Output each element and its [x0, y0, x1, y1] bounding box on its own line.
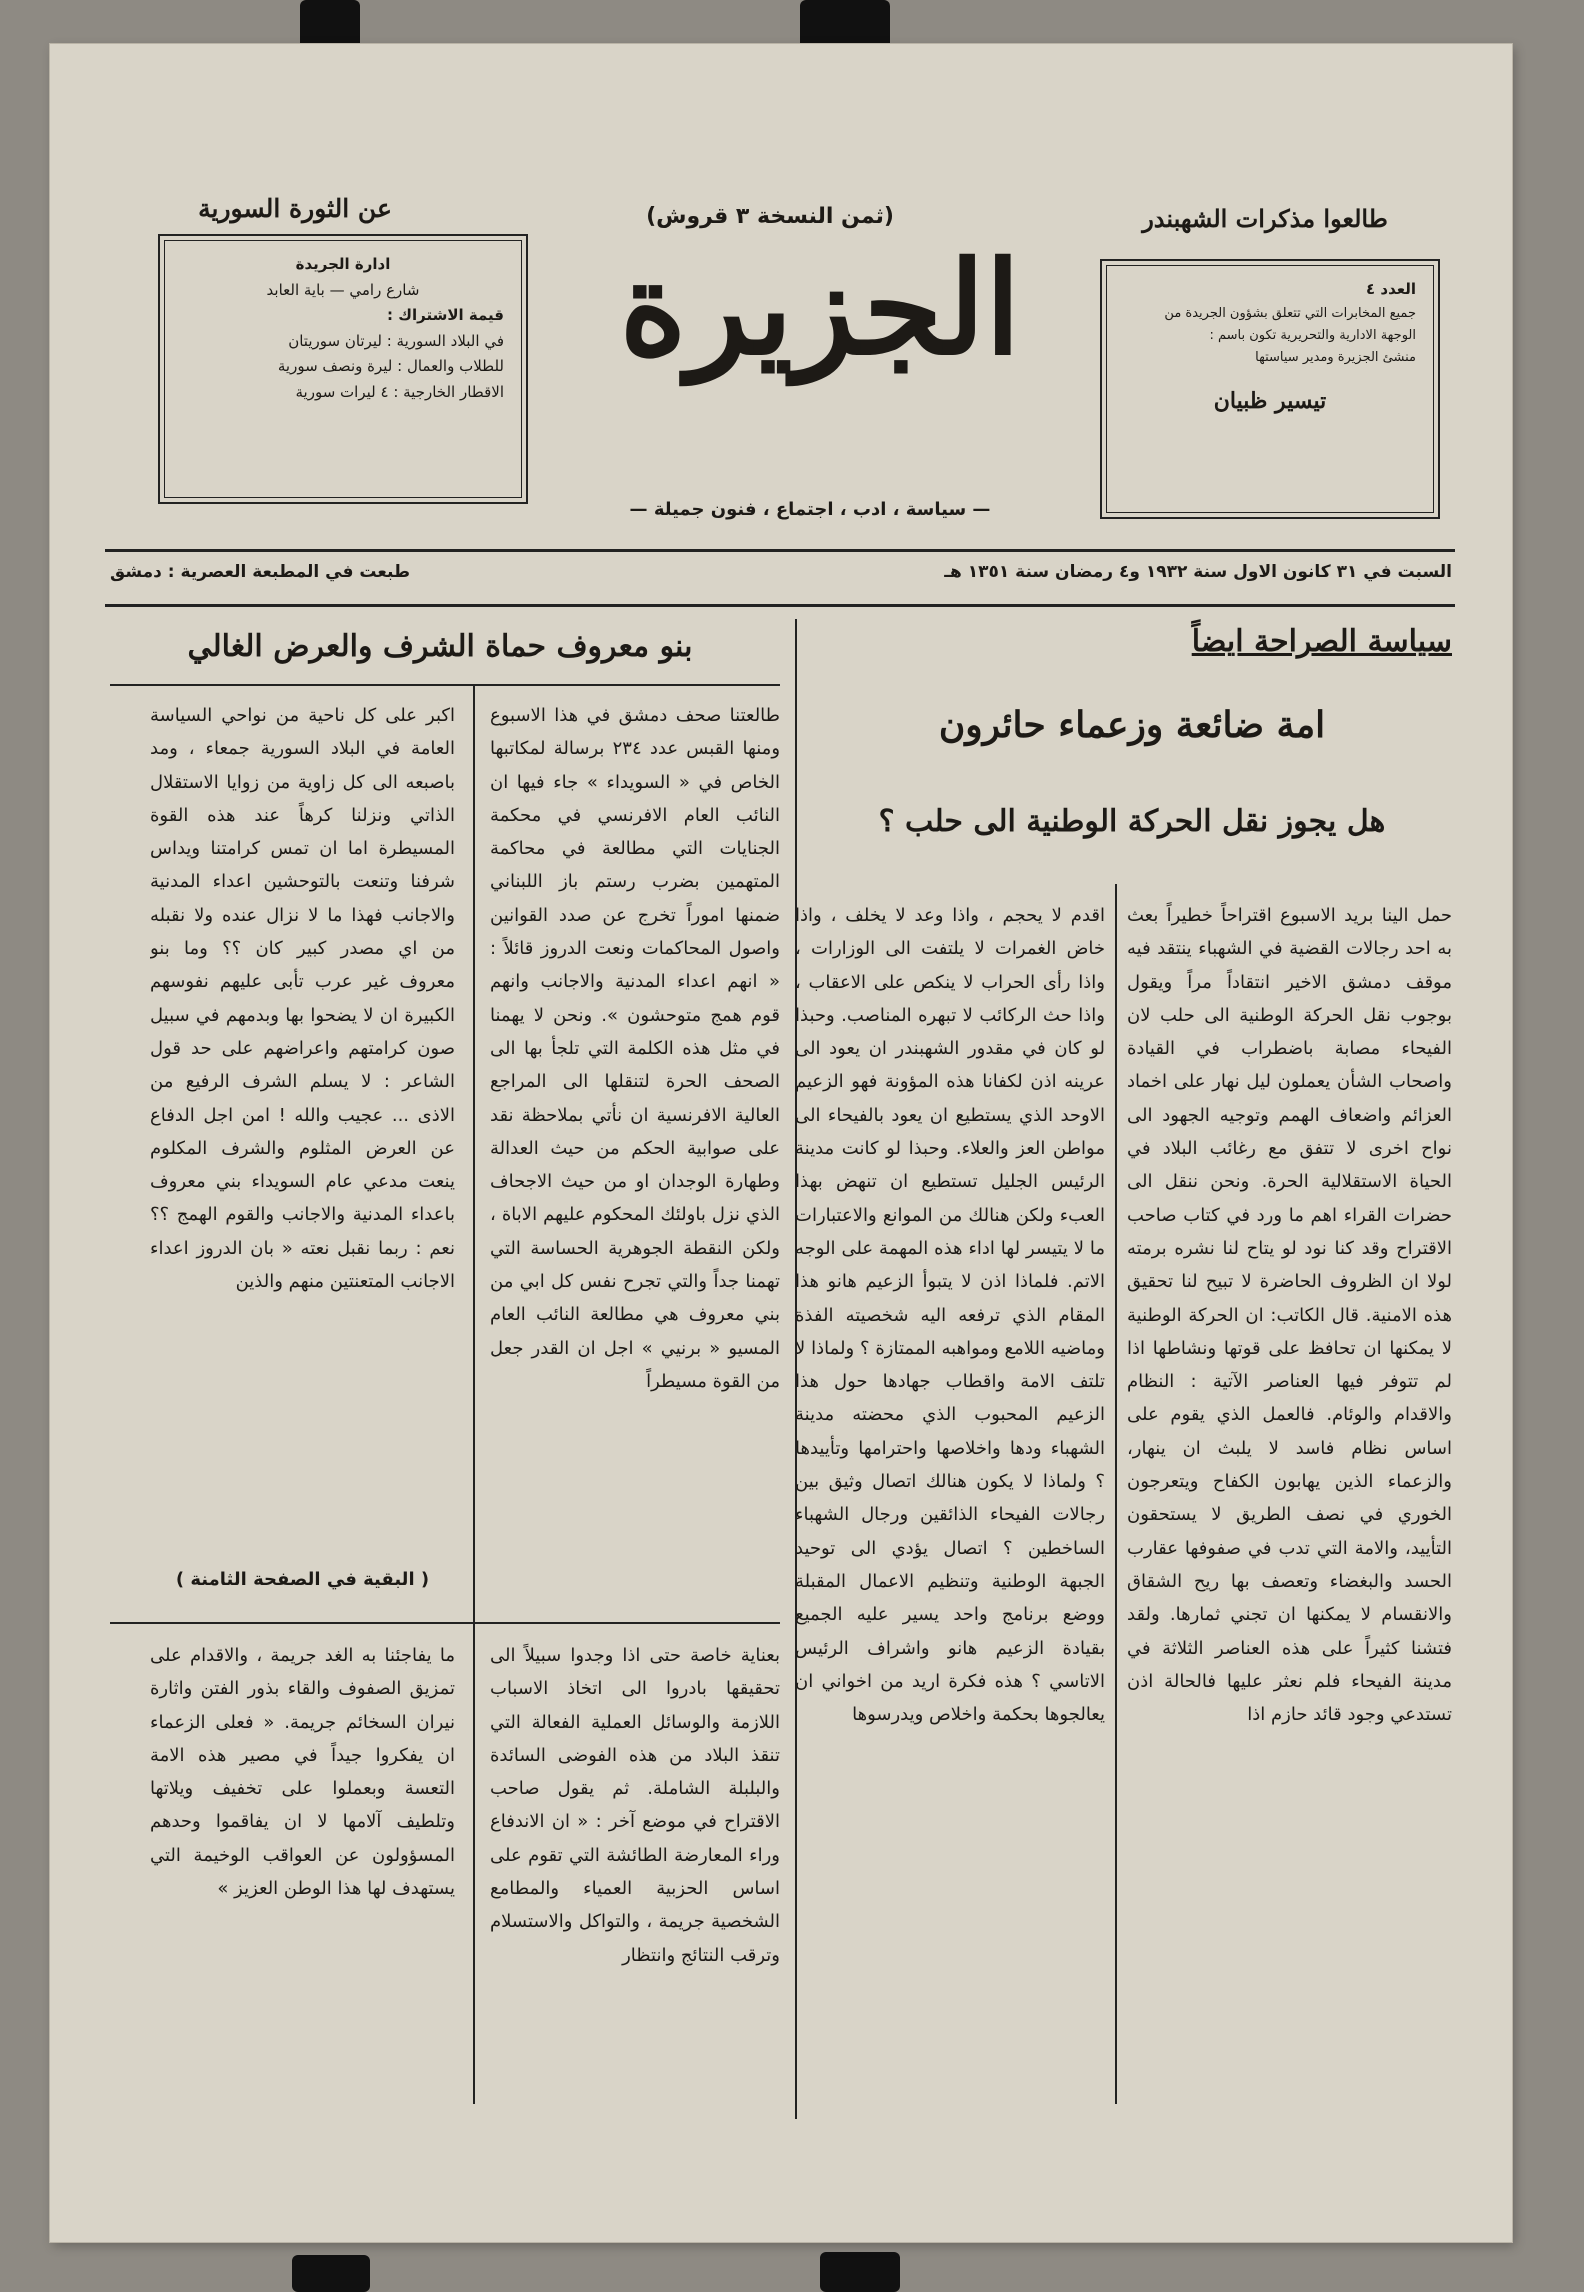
box-line: للطلاب والعمال : ليرة ونصف سورية [277, 357, 504, 375]
right-slogan: طالعوا مذكرات الشهبندر [1142, 204, 1388, 233]
newspaper-page [50, 44, 1512, 2242]
rule [110, 684, 780, 686]
article-column: طالعتنا صحف دمشق في هذا الاسبوع ومنها القبس عدد ٢٣٤ برسالة لمكاتبها الخاص في « السويداء » جاء فيها ان النائب العام الافرنسي في محكمة الجنايات التي مطالعة في محاكمة المتهمين بضرب رستم باز اللبناني ضمنها اموراً تخرج عن صدد القوانين واصول المحاكمات ونعت الدروز قائلاً : « انهم اعداء المدنية والاجانب وانهم قوم همج متوحشون ». ونحن لا يهمنا في مثل هذه الكلمة التي تلجأ بها الى الصحف الحرة لتنقلها الى المراجع العالية الافرنسية ان نأتي بملاحظة نقد على صوابية الحكم من حيث العدالة وطهارة الوجدان او من حيث الاجحاف الذي نزل باولئك المحكوم عليهم الاباة ، ولكن النقطة الجوهرية الحساسة التي تهمنا جداً والتي تجرح نفس كل ابي من بني معروف هي مطالعة النائب العام المسيو « برنيي » اجل ان القدر جعل من القوة مسيطراً [490, 705, 780, 1392]
article-kicker: سياسة الصراحة ايضاً [1191, 624, 1452, 659]
masthead-title: الجزيرة [619, 234, 1021, 384]
paper-clip-bottom-left [292, 2255, 370, 2292]
price-note: (ثمن النسخة ٣ قروش) [646, 204, 894, 229]
box-line: جميع المخابرات التي تتعلق بشؤون الجريدة من [1164, 305, 1416, 321]
masthead-subtitle: — سياسة ، ادب ، اجتماع ، فنون جميلة — [629, 499, 991, 520]
box-line: قيمة الاشتراك : [387, 306, 504, 324]
box-line: شارع رامي — باية العابد [266, 280, 420, 299]
article-column: اقدم لا يحجم ، واذا وعد لا يخلف ، واذا خاض الغمرات لا يلتفت الى الوزارات ، واذا رأى الحراب لا ينكص على الاعقاب ، واذا حث الركائب لا تبهره المناصب. وحبذا لو كان في مقدور الشهبندر ان يعود الى عرينه اذن لكفانا هذه المؤونة فهو الزعيم الاوحد الذي يستطيع ان يعود بالفيحاء الى مواطن العز والعلاء. وحبذا لو كانت مدينة الرئيس الجليل تستطيع ان تنهض بهذا العبء ولكن هنالك من الموانع والاعتبارات ما لا يتيسر لها اداء هذه المهمة على الوجه الاتم. فلماذا اذن لا يتبوأ الزعيم هانو هذا المقام الذي ترفعه اليه شخصيته الفذة وماضيه اللامع ومواهبه الممتازة ؟ ولماذا لا تلتف الامة واقطاب جهادها حول هذا الزعيم المحبوب الذي محضته مدينة الشهباء ودها واخلاصها واحترامها وتأييدها ؟ ولماذا لا يكون هنالك اتصال وثيق بين رجالات الفيحاء الذائقين ورجال الشهباء الساخطين ؟ اتصال يؤدي الى توحيد الجبهة الوطنية وتنظيم الاعمال المقبلة ووضع برنامج واحد يسير عليه الجميع بقيادة الزعيم هانو واشراف الرئيس الاتاسي ؟ هذه فكرة اريد من اخواني ان يعالجوها بحكمة واخلاص ويدرسوها [795, 905, 1105, 1726]
continued-note: ( البقية في الصفحة الثامنة ) [175, 1569, 430, 1590]
article-column: بعناية خاصة حتى اذا وجدوا سبيلاً الى تحقيقها بادروا الى اتخاذ الاسباب اللازمة والوسائل العملية الفعالة التي تنقذ البلاد من هذه الفوضى السائدة والبلبلة الشاملة. ثم يقول صاحب الاقتراح في موضع آخر : « ان الاندفاع وراء المعارضة الطائشة التي تقوم على اساس الحزبية العمياء والمطامع الشخصية جريمة ، والتواكل والاستسلام وترقب النتائج وانتظار [490, 1645, 780, 1966]
article-subtitle: هل يجوز نقل الحركة الوطنية الى حلب ؟ [878, 804, 1386, 839]
left-slogan: عن الثورة السورية [198, 194, 392, 223]
article-column: حمل الينا بريد الاسبوع اقتراحاً خطيراً بعث به احد رجالات القضية في الشهباء ينتقد فيه موقف دمشق الاخير انتقاداً مراً ويقول بوجوب نقل الحركة الوطنية الى حلب لان الفيحاء مصابة باضطراب في القيادة واصحاب الشأن يعملون ليل نهار على اخماد العزائم واضعاف الهمم وتوجيه الجهود الى نواح اخرى لا تتفق مع رغائب البلاد في الحياة الاستقلالية الحرة. ونحن ننقل الى حضرات القراء اهم ما ورد في كتاب صاحب الاقتراح وقد كنا نود لو يتاح لنا نشره برمته لولا ان الظروف الحاضرة لا تبيح لنا تحقيق هذه الامنية. قال الكاتب: ان الحركة الوطنية لا يمكنها ان تحافظ على قوتها ونشاطها اذا لم تتوفر فيها العناصر الآتية : النظام والاقدام والوئام. فالعمل الذي يقوم على اساس نظام فاسد لا يلبث ان ينهار، والزعماء الذين يهابون الكفاح ويتعرجون الخوري في نصف الطريق لا يستحقون التأييد، والامة التي تدب في صفوفها عقارب الحسد والبغضاء وتعصف بها ريح الشقاق والانقسام لا يمكنها ان تجني ثمارها. ولقد فتشنا كثيراً على هذه العناصر الثلاثة في مدينة الفيحاء فلم نعثر عليها فالحالة اذن تستدعي وجود قائد حازم اذا [1127, 905, 1452, 1726]
article-title: بنو معروف حماة الشرف والعرض الغالي [187, 629, 693, 664]
box-line: الاقطار الخارجية : ٤ ليرات سورية [295, 382, 504, 401]
box-line: في البلاد السورية : ليرتان سوريتان [288, 331, 504, 350]
rule [105, 604, 1455, 607]
editor-name: تيسير ظبيان [1213, 387, 1327, 414]
subscription-box [158, 234, 528, 504]
box-line: ادارة الجريدة [295, 255, 391, 273]
box-line: منشئ الجزيرة ومدير سياستها [1255, 349, 1416, 365]
dateline-date: السبت في ٣١ كانون الاول سنة ١٩٣٢ و٤ رمضان سنة ١٣٥١ هـ [944, 562, 1452, 582]
article-column: ما يفاجئنا به الغد جريمة ، والاقدام على تمزيق الصفوف والقاء بذور الفتن واثارة نيران السخائم جريمة. « فعلى الزعماء ان يفكروا جيداً في مصير هذه الامة التعسة وبعملوا على تخفيف ويلاتها وتلطيف آلامها لا ان يفاقموا وحدهم المسؤولون عن العواقب الوخيمة التي يستهدف لها هذا الوطن العزيز » [150, 1645, 455, 1900]
article-title: امة ضائعة وزعماء حائرون [938, 704, 1326, 746]
box-line: الوجهة الادارية والتحريرية تكون باسم : [1209, 327, 1416, 343]
dateline-printer: طبعت في المطبعة العصرية : دمشق [110, 562, 410, 582]
editor-box [1100, 259, 1440, 519]
issue-number: العدد ٤ [1366, 280, 1416, 298]
rule [105, 549, 1455, 552]
column-divider [1115, 884, 1117, 2104]
column-divider [473, 684, 475, 2104]
paper-clip-bottom-right [820, 2252, 900, 2292]
article-column: اكبر على كل ناحية من نواحي السياسة العامة في البلاد السورية جمعاء ، ومد باصبعه الى كل زاوية من زوايا الاستقلال الذاتي ونزلنا كرهاً عند هذه القوة المسيطرة اما ان تمس كرامتنا ويداس شرفنا وتنعت بالتوحشين اعداء المدنية والاجانب فهذا ما لا نزال عنده ولا نقبله من اي مصدر كبير كان ؟؟ وما بنو معروف غير عرب تأبى عليهم نفوسهم الكبيرة ان لا يضحوا بها وبدمهم في سبيل صون كرامتهم واعراضهم على حد قول الشاعر : لا يسلم الشرف الرفيع من الاذى ... عجيب والله ! امن اجل الدفاع عن العرض المثلوم والشرف المكلوم ينعت مدعي عام السويداء بني معروف باعداء المدنية والاجانب والقوم الهمج ؟؟ نعم : ربما نقبل نعته « بان الدروز اعداء الاجانب المتعنتين منهم والذين [150, 705, 455, 1293]
rule [110, 1622, 780, 1624]
